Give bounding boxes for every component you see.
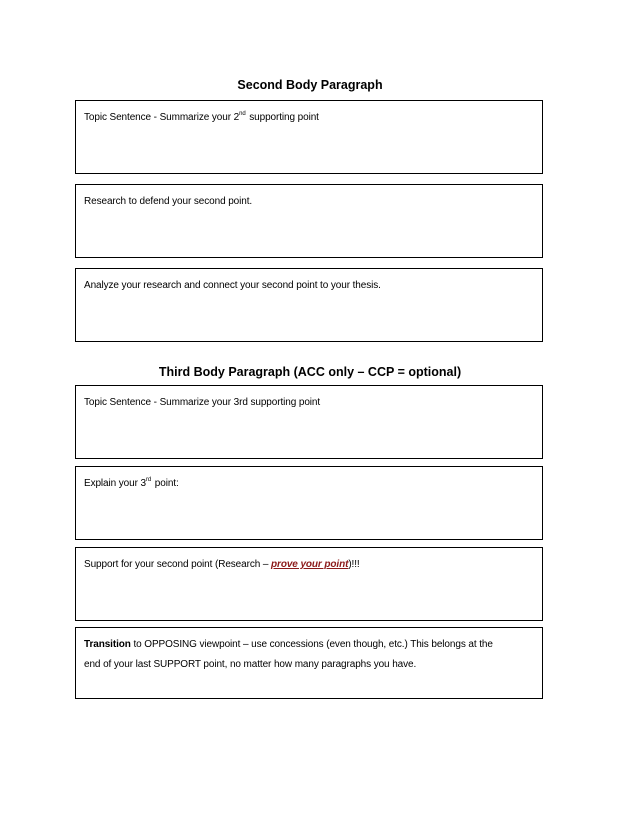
prompt-text: Support for your second point (Research – prove your point)!!! — [84, 559, 360, 570]
prompt-text: Explain your 3rd point: — [84, 477, 179, 489]
prompt-text: Topic Sentence - Summarize your 2nd supporting point — [84, 111, 319, 123]
topic-sentence-box-2[interactable] — [75, 100, 543, 174]
prompt-text: Research to defend your second point. — [84, 196, 253, 207]
section-heading-second-body: Second Body Paragraph — [237, 78, 383, 92]
prompt-text-line-1: Transition to OPPOSING viewpoint – use concessions (even though, etc.) This belongs at the — [84, 639, 493, 650]
transition-label: Transition — [84, 639, 131, 650]
support-box-3[interactable] — [75, 547, 543, 621]
emphasis-text: prove your point — [271, 559, 349, 570]
transition-box[interactable] — [75, 627, 543, 699]
explain-box-3[interactable] — [75, 466, 543, 540]
prompt-text: Analyze your research and connect your second point to your thesis. — [84, 280, 381, 291]
prompt-text-line-2: end of your last SUPPORT point, no matter how many paragraphs you have. — [84, 659, 417, 670]
research-box-2[interactable] — [75, 184, 543, 258]
section-heading-third-body: Third Body Paragraph (ACC only – CCP = optional) — [158, 365, 462, 379]
topic-sentence-box-3[interactable] — [75, 385, 543, 459]
prompt-text: Topic Sentence - Summarize your 3rd supporting point — [84, 397, 321, 408]
analyze-box-2[interactable] — [75, 268, 543, 342]
